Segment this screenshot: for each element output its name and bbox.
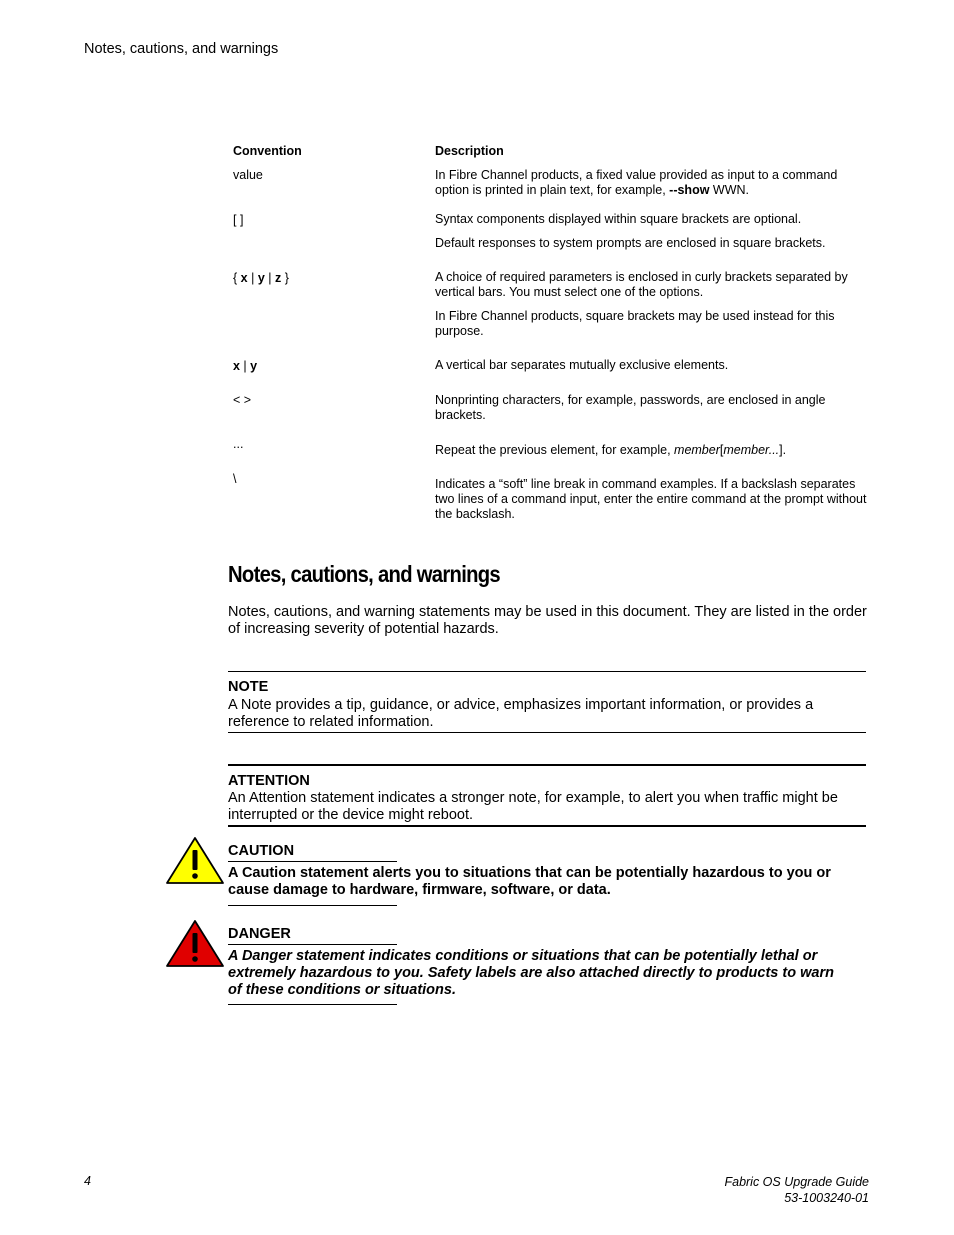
- table-row-description: Nonprinting characters, for example, passwords, are enclosed in angle brackets.: [435, 393, 826, 422]
- caution-bottom-rule: [228, 905, 397, 906]
- danger-triangle-icon: [165, 919, 225, 969]
- page-number: 4: [84, 1174, 91, 1188]
- table-row-convention: [ ]: [233, 213, 244, 227]
- danger-text: A Danger statement indicates conditions or situations that can be potentially lethal or extremely hazardous to you. Safety labels are also attached directly to products to warn of these conditions or situations.: [228, 948, 834, 998]
- table-row-convention: x | y: [233, 359, 258, 373]
- note-bottom-rule: [228, 732, 866, 733]
- section-intro: Notes, cautions, and warning statements may be used in this document. They are listed in the order of increasing severity of potential hazards.: [228, 604, 867, 637]
- caution-triangle-icon: [165, 836, 225, 886]
- caution-text: A Caution statement alerts you to situations that can be potentially hazardous to you or cause damage to hardware, firmware, software, or data.: [228, 865, 831, 898]
- note-label: NOTE: [228, 679, 269, 695]
- table-row-description: Syntax components displayed within square brackets are optional. Default responses to system prompts are enclosed in square brackets.: [435, 212, 826, 250]
- table-row-convention: value: [233, 168, 263, 182]
- running-header: Notes, cautions, and warnings: [84, 41, 279, 57]
- table-row-description: Indicates a “soft” line break in command examples. If a backslash separates two lines of a command input, enter the entire command at the prompt without the backslash.: [435, 477, 867, 521]
- table-row-convention: ...: [233, 437, 244, 451]
- attention-text: An Attention statement indicates a stronger note, for example, to alert you when traffic might be interrupted or the device might reboot.: [228, 790, 838, 823]
- table-row-convention: { x | y | z }: [233, 271, 289, 285]
- table-row-description: Repeat the previous element, for example, member[member...].: [435, 443, 787, 457]
- note-text: A Note provides a tip, guidance, or advice, emphasizes important information, or provides a reference to related information.: [228, 697, 814, 730]
- footer-doc-number: 53-1003240-01: [784, 1191, 869, 1205]
- caution-label: CAUTION: [228, 843, 295, 859]
- table-row-description: A choice of required parameters is enclosed in curly brackets separated by vertical bars. You must select one of the options. In Fibre Channel products, square brackets may be used instead for this purpose.: [435, 270, 848, 338]
- footer-doc-info: [724, 1174, 869, 1206]
- table-row-convention: < >: [233, 393, 252, 407]
- table-row-description: In Fibre Channel products, a fixed value provided as input to a command option is printed in plain text, for example, --show WWN.: [435, 168, 838, 197]
- caution-label-rule: [228, 861, 397, 862]
- table-header-description: Description: [435, 144, 504, 158]
- table-header-convention: Convention: [233, 144, 302, 158]
- attention-bottom-rule: [228, 825, 866, 827]
- footer-doc-title: Fabric OS Upgrade Guide: [724, 1175, 869, 1189]
- section-title: Notes, cautions, and warnings: [228, 561, 500, 587]
- danger-label: DANGER: [228, 926, 291, 942]
- danger-label-rule: [228, 944, 397, 945]
- attention-label: ATTENTION: [228, 773, 310, 789]
- danger-bottom-rule: [228, 1004, 397, 1005]
- table-row-description: A vertical bar separates mutually exclusive elements.: [435, 358, 729, 372]
- note-top-rule: [228, 671, 866, 672]
- attention-top-rule: [228, 764, 866, 766]
- table-row-convention: \: [233, 472, 237, 486]
